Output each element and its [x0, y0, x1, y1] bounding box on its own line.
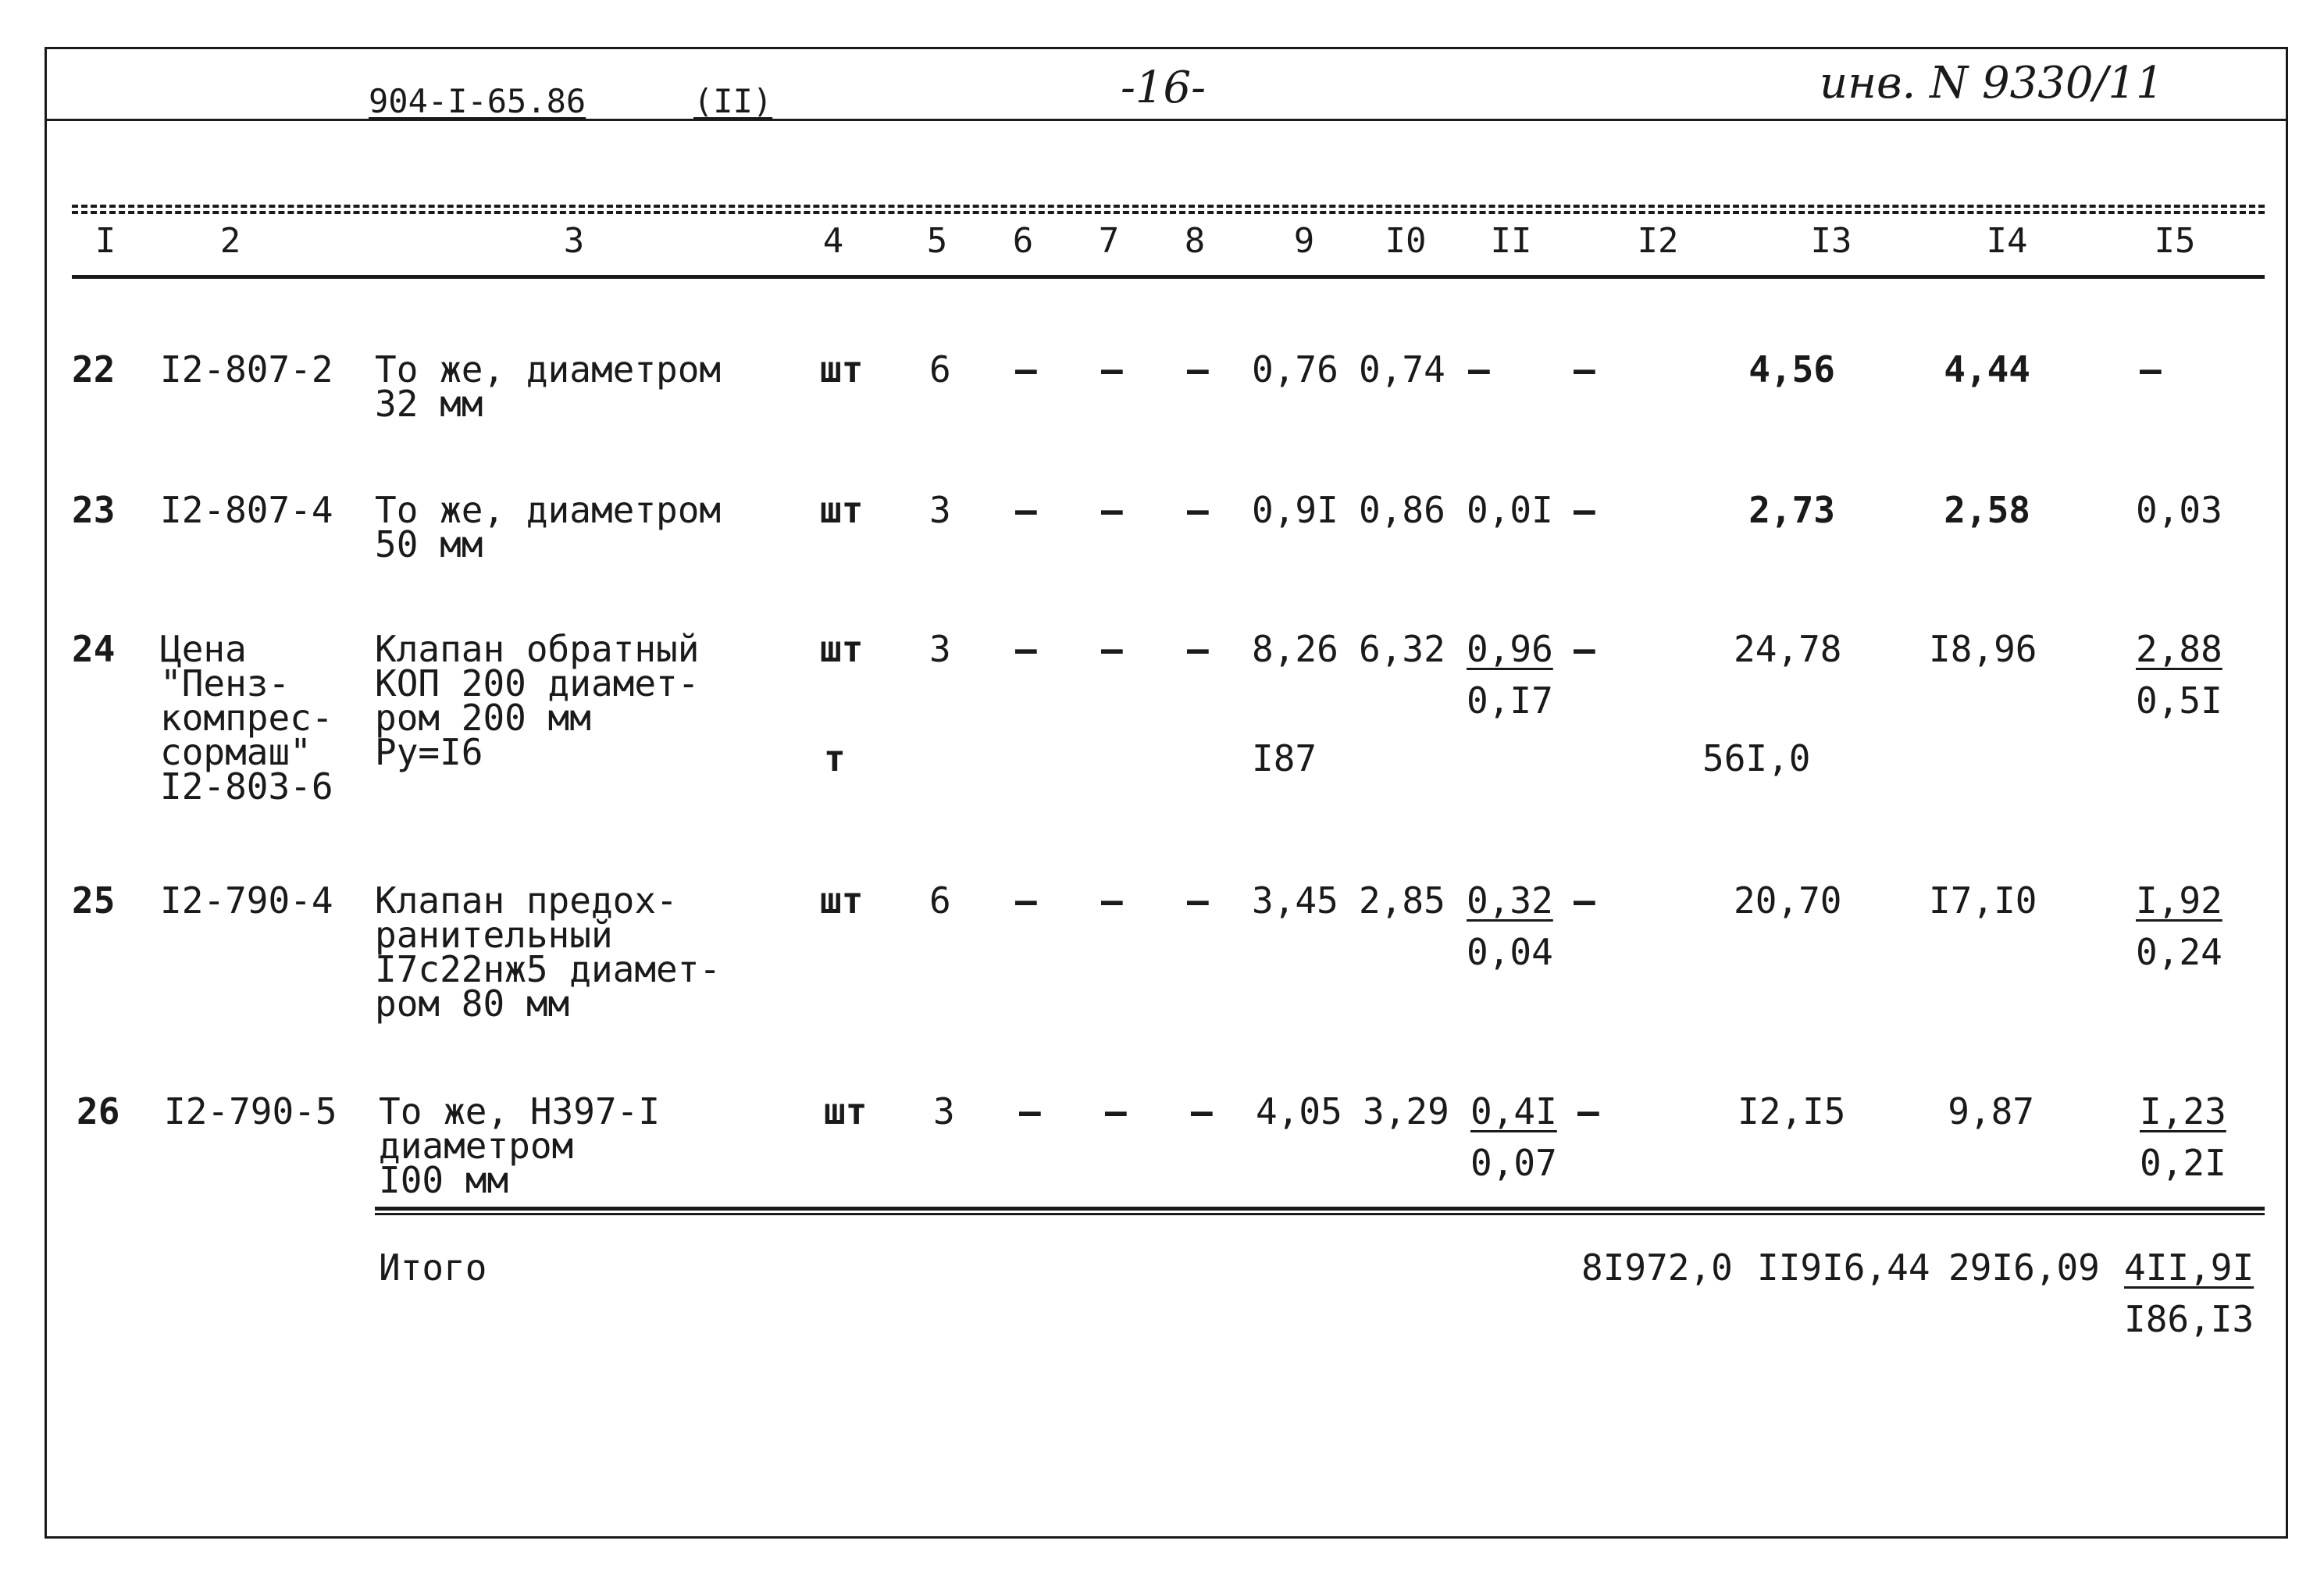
- row-number: 26: [77, 1090, 120, 1132]
- column-header-6: 6: [1012, 221, 1034, 261]
- row-code: I2-807-4: [160, 489, 333, 531]
- row-code: "Пенз-: [160, 662, 290, 704]
- row-col12: –: [1574, 489, 1595, 531]
- row-col13-secondary: 56I,0: [1702, 737, 1811, 779]
- row-name: I00 мм: [379, 1159, 509, 1201]
- row-col8: –: [1187, 348, 1209, 391]
- column-header-2: 2: [219, 221, 241, 261]
- total-col14: 29I6,09: [1948, 1246, 2100, 1289]
- row-col14: I8,96: [1929, 628, 2037, 670]
- column-header-13: I3: [1810, 221, 1852, 261]
- row-col11-secondary: 0,04: [1467, 931, 1553, 973]
- row-name: То же, Н397-I: [379, 1090, 661, 1132]
- row-col6: –: [1015, 879, 1037, 922]
- row-name: I7с22нж5 диамет-: [375, 948, 722, 990]
- row-code: сормаш": [160, 731, 312, 773]
- row-name: ром 200 мм: [375, 697, 591, 739]
- row-unit: шт: [820, 489, 864, 531]
- row-name: Клапан предох-: [375, 879, 678, 922]
- row-col7: –: [1105, 1090, 1127, 1132]
- column-header-8: 8: [1184, 221, 1206, 261]
- row-col6: –: [1015, 348, 1037, 391]
- column-header-7: 7: [1098, 221, 1120, 261]
- row-col6: –: [1015, 628, 1037, 670]
- total-separator-rule: [375, 1207, 2265, 1211]
- column-header-3: 3: [563, 221, 585, 261]
- row-col12: –: [1574, 879, 1595, 922]
- row-name: ром 80 мм: [375, 983, 570, 1025]
- row-quantity: 3: [933, 1090, 955, 1132]
- row-name: диаметром: [379, 1125, 574, 1167]
- row-code: I2-790-5: [164, 1090, 337, 1132]
- row-quantity: 3: [929, 489, 951, 531]
- row-col10: 3,29: [1363, 1090, 1449, 1132]
- row-code: I2-803-6: [160, 765, 333, 808]
- row-col15-secondary: 0,2I: [2140, 1142, 2226, 1184]
- row-unit: шт: [820, 879, 864, 922]
- row-col11-secondary: 0,I7: [1467, 679, 1553, 722]
- column-header-top-rule: [72, 205, 2265, 208]
- row-col10: 6,32: [1359, 628, 1445, 670]
- row-unit: шт: [824, 1090, 868, 1132]
- row-number: 23: [72, 489, 116, 531]
- row-col8: –: [1187, 489, 1209, 531]
- column-header-5: 5: [926, 221, 948, 261]
- row-col15: 0,03: [2136, 489, 2222, 531]
- row-col8: –: [1187, 879, 1209, 922]
- row-col11-secondary: 0,07: [1470, 1142, 1557, 1184]
- row-col10: 2,85: [1359, 879, 1445, 922]
- column-header-1: I: [94, 221, 116, 261]
- row-col13: 4,56: [1748, 348, 1835, 391]
- row-name: 32 мм: [375, 383, 483, 425]
- row-col12: –: [1574, 348, 1595, 391]
- row-name: Клапан обратный: [375, 628, 700, 670]
- row-col7: –: [1101, 879, 1123, 922]
- row-name: ранительный: [375, 914, 613, 956]
- row-code: компрес-: [160, 697, 333, 739]
- row-col8: –: [1187, 628, 1209, 670]
- column-header-12: I2: [1637, 221, 1679, 261]
- row-col9: 0,9I: [1252, 489, 1338, 531]
- row-col15-secondary: 0,5I: [2136, 679, 2222, 722]
- frame-top-line: [45, 47, 2288, 49]
- row-col14: 4,44: [1944, 348, 2030, 391]
- row-col9: 8,26: [1252, 628, 1338, 670]
- row-col9: 0,76: [1252, 348, 1338, 391]
- row-col6: –: [1019, 1090, 1041, 1132]
- row-number: 22: [72, 348, 116, 391]
- row-code: I2-807-2: [160, 348, 333, 391]
- row-name: То же, диаметром: [375, 489, 722, 531]
- row-col11: 0,32: [1467, 879, 1553, 922]
- row-col11: 0,96: [1467, 628, 1553, 670]
- total-col15-secondary: I86,I3: [2124, 1298, 2254, 1340]
- row-col15: I,23: [2140, 1090, 2226, 1132]
- row-col8: –: [1191, 1090, 1213, 1132]
- row-col15: I,92: [2136, 879, 2222, 922]
- row-col7: –: [1101, 489, 1123, 531]
- row-name: 50 мм: [375, 523, 483, 565]
- row-code: I2-790-4: [160, 879, 333, 922]
- row-col13: 20,70: [1734, 879, 1842, 922]
- row-col15-secondary: 0,24: [2136, 931, 2222, 973]
- column-header-11: II: [1490, 221, 1532, 261]
- row-col13: 2,73: [1748, 489, 1835, 531]
- inventory-number: инв. N 9330/11: [1820, 58, 2164, 109]
- row-col12: –: [1574, 628, 1595, 670]
- row-col13: 24,78: [1734, 628, 1842, 670]
- row-quantity: 6: [929, 348, 951, 391]
- row-col15: 2,88: [2136, 628, 2222, 670]
- page-number: -16-: [1121, 62, 1207, 113]
- row-col9-secondary: I87: [1252, 737, 1317, 779]
- row-col14: 2,58: [1944, 489, 2030, 531]
- column-header-15: I5: [2154, 221, 2196, 261]
- row-col12: –: [1577, 1090, 1599, 1132]
- frame-left-line: [45, 47, 47, 1539]
- total-separator-rule-2: [375, 1213, 2265, 1215]
- row-unit-secondary: т: [824, 737, 846, 779]
- row-col9: 3,45: [1252, 879, 1338, 922]
- row-name: Ру=I6: [375, 731, 483, 773]
- row-name: То же, диаметром: [375, 348, 722, 391]
- column-header-14: I4: [1986, 221, 2028, 261]
- column-header-9: 9: [1293, 221, 1315, 261]
- row-code: Цена: [160, 628, 247, 670]
- total-col13: II9I6,44: [1757, 1246, 1930, 1289]
- row-col10: 0,86: [1359, 489, 1445, 531]
- row-quantity: 6: [929, 879, 951, 922]
- row-col11: 0,0I: [1467, 489, 1553, 531]
- row-quantity: 3: [929, 628, 951, 670]
- row-col15: –: [2140, 348, 2162, 391]
- row-number: 25: [72, 879, 116, 922]
- row-col14: I7,I0: [1929, 879, 2037, 922]
- row-col7: –: [1101, 348, 1123, 391]
- document-code: 904-I-65.86: [369, 82, 586, 120]
- row-unit: шт: [820, 348, 864, 391]
- total-col15: 4II,9I: [2124, 1246, 2254, 1289]
- row-col6: –: [1015, 489, 1037, 531]
- row-col9: 4,05: [1256, 1090, 1342, 1132]
- column-header-10: I0: [1385, 221, 1427, 261]
- total-label: Итого: [379, 1246, 487, 1289]
- row-number: 24: [72, 628, 116, 670]
- total-col12: 8I972,0: [1581, 1246, 1733, 1289]
- document-section: (II): [693, 82, 773, 120]
- column-header-top-rule-2: [72, 211, 2265, 214]
- frame-bottom-line: [45, 1536, 2288, 1539]
- column-header-4: 4: [822, 221, 844, 261]
- frame-right-line: [2286, 47, 2288, 1539]
- row-col11: –: [1468, 348, 1490, 391]
- row-unit: шт: [820, 628, 864, 670]
- row-col11: 0,4I: [1470, 1090, 1557, 1132]
- row-col7: –: [1101, 628, 1123, 670]
- row-col10: 0,74: [1359, 348, 1445, 391]
- row-col14: 9,87: [1948, 1090, 2034, 1132]
- column-header-bottom-rule: [72, 275, 2265, 279]
- row-col13: I2,I5: [1738, 1090, 1846, 1132]
- row-name: КОП 200 диамет-: [375, 662, 700, 704]
